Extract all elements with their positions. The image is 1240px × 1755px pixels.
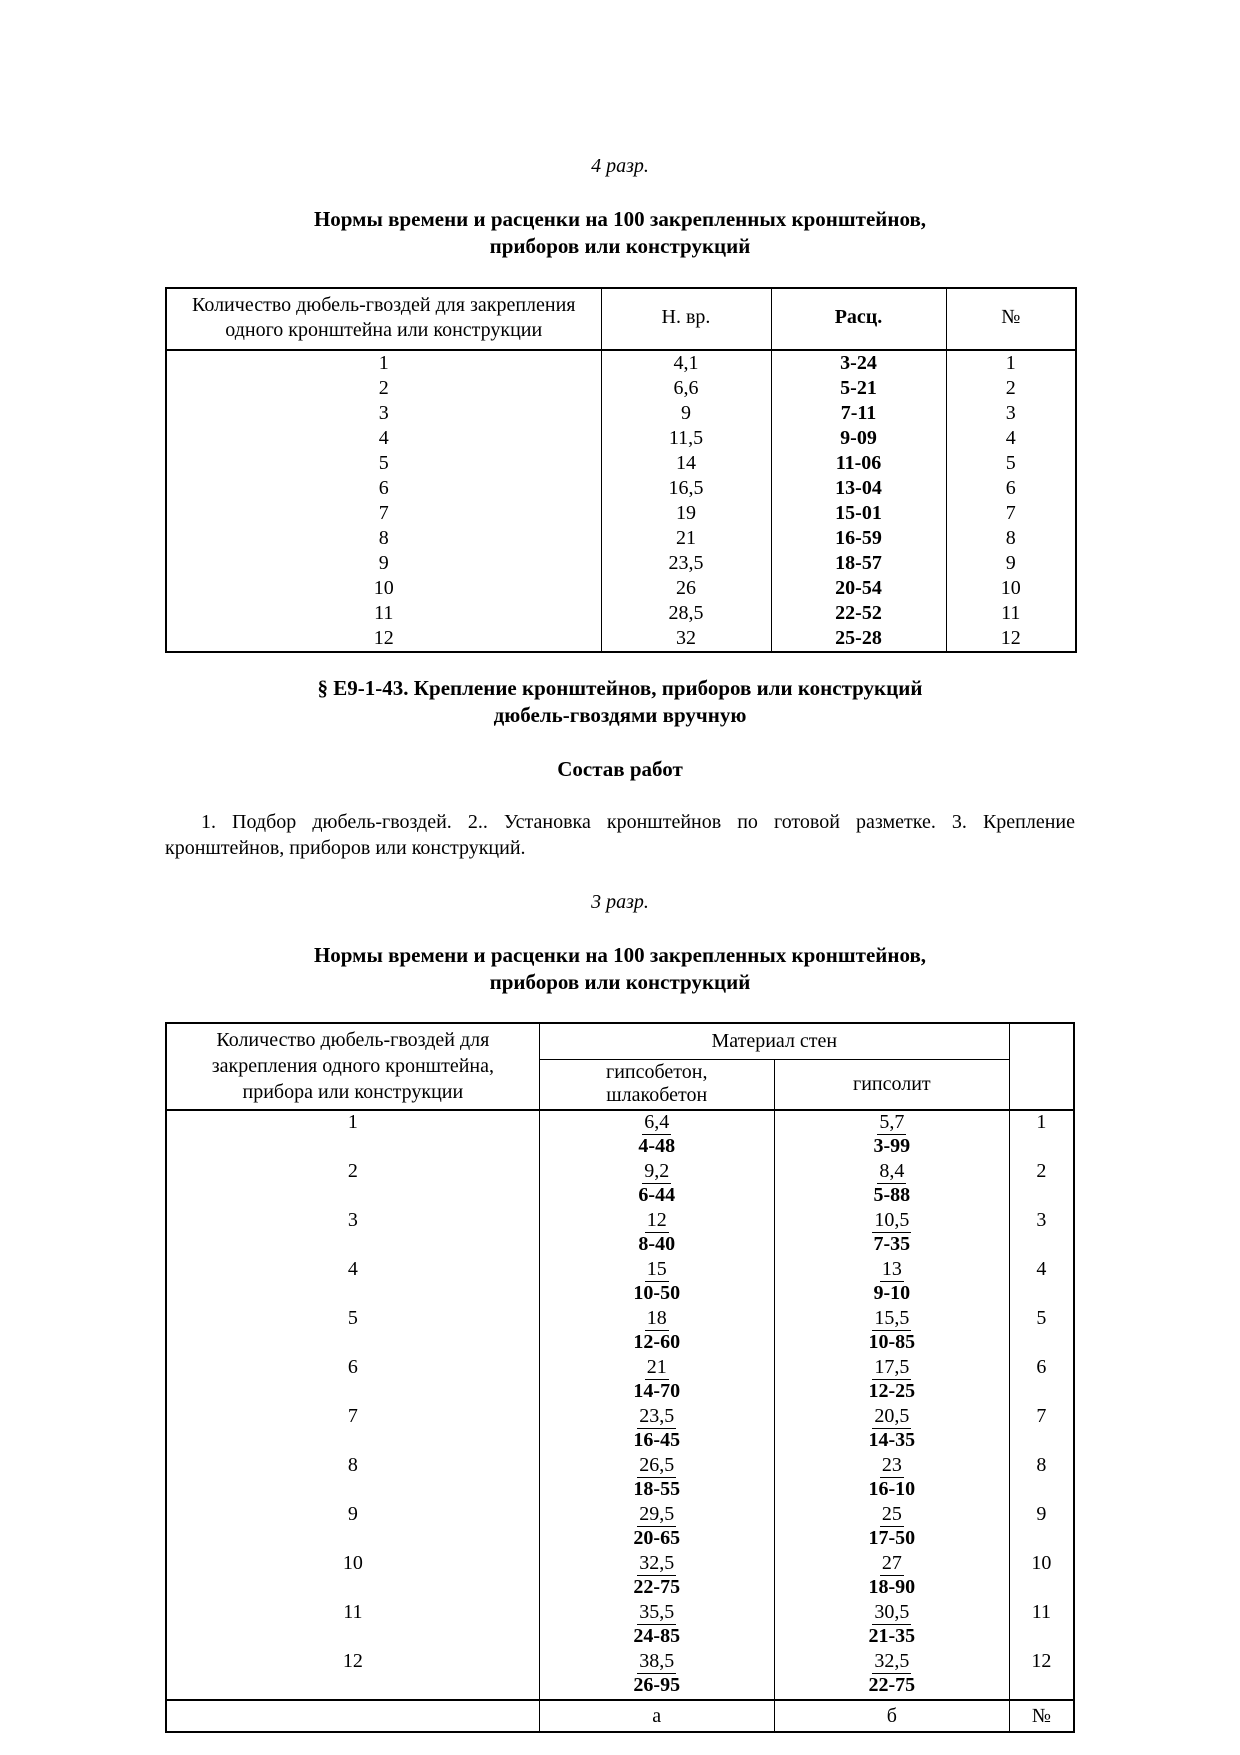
cell-time-norm: 19	[601, 501, 771, 526]
table2-body	[166, 1110, 1074, 1700]
cell-rate: 16-10	[868, 1478, 916, 1501]
cell-time-norm: 32,5	[637, 1552, 676, 1577]
cell-number: 2	[946, 376, 1076, 401]
cell-quantity: 4	[166, 426, 601, 451]
table-row	[166, 1209, 1074, 1258]
cell-quantity: 4	[166, 1258, 539, 1307]
cell-rate: 5-88	[873, 1184, 911, 1207]
cell-number: 4	[946, 426, 1076, 451]
table2-header-row-1	[166, 1023, 1074, 1060]
table-row	[166, 1405, 1074, 1454]
cell-number: 8	[1009, 1454, 1074, 1503]
cell-time-norm: 23,5	[637, 1405, 676, 1430]
cell-time-norm: 17,5	[872, 1356, 911, 1381]
table-row	[166, 1110, 1074, 1160]
cell-time-norm: 21	[645, 1356, 669, 1381]
cell-gypsolite	[774, 1160, 1009, 1209]
cell-gypsum-concrete	[539, 1650, 774, 1700]
cell-rate: 15-01	[771, 501, 946, 526]
cell-gypsolite	[774, 1601, 1009, 1650]
cell-gypsum-concrete	[539, 1160, 774, 1209]
cell-time-norm: 32,5	[872, 1650, 911, 1675]
cell-time-norm: 27	[880, 1552, 904, 1577]
cell-gypsolite	[774, 1258, 1009, 1307]
table2-col-number-header	[1009, 1023, 1074, 1110]
cell-time-norm: 12	[645, 1209, 669, 1234]
cell-time-norm: 11,5	[601, 426, 771, 451]
cell-gypsum-concrete	[539, 1503, 774, 1552]
cell-rate: 7-11	[771, 401, 946, 426]
cell-number: 12	[946, 626, 1076, 652]
cell-number: 9	[1009, 1503, 1074, 1552]
cell-number: 3	[1009, 1209, 1074, 1258]
section-heading-line1: § Е9-1-43. Крепление кронштейнов, приборов или конструкций	[317, 676, 923, 701]
cell-number: 1	[946, 350, 1076, 376]
cell-number: 6	[1009, 1356, 1074, 1405]
cell-gypsolite	[774, 1307, 1009, 1356]
table2-col-wall-material: Материал стен	[539, 1023, 1009, 1060]
cell-rate: 17-50	[868, 1527, 916, 1550]
cell-gypsolite	[774, 1650, 1009, 1700]
cell-rate: 12-60	[633, 1331, 681, 1354]
table2-col-gypsolite: гипсолит	[774, 1059, 1009, 1109]
norms-table-rank4	[165, 287, 1077, 653]
cell-rate: 4-48	[638, 1135, 676, 1158]
cell-rate: 9-10	[873, 1282, 911, 1305]
page-content	[165, 0, 1075, 1733]
cell-rate: 14-70	[633, 1380, 681, 1403]
cell-rate: 22-75	[868, 1674, 916, 1697]
cell-time-norm: 30,5	[872, 1601, 911, 1626]
cell-time-norm: 6,4	[642, 1111, 671, 1136]
cell-quantity: 11	[166, 1601, 539, 1650]
cell-gypsum-concrete	[539, 1307, 774, 1356]
cell-quantity: 2	[166, 1160, 539, 1209]
cell-rate: 22-52	[771, 601, 946, 626]
cell-time-norm: 25	[880, 1503, 904, 1528]
cell-time-norm: 18	[645, 1307, 669, 1332]
table1-col-number: №	[946, 288, 1076, 350]
cell-rate: 26-95	[633, 1674, 681, 1697]
cell-time-norm: 29,5	[637, 1503, 676, 1528]
table-row	[166, 526, 1076, 551]
cell-number: 7	[1009, 1405, 1074, 1454]
table-row	[166, 1356, 1074, 1405]
table-row	[166, 601, 1076, 626]
cell-number: 7	[946, 501, 1076, 526]
cell-quantity: 7	[166, 1405, 539, 1454]
worker-rank-4: 4 разр.	[591, 155, 649, 177]
cell-number: 11	[946, 601, 1076, 626]
table-row	[166, 1258, 1074, 1307]
cell-time-norm: 8,4	[877, 1160, 906, 1185]
section-heading-line2: дюбель-гвоздями вручную	[493, 703, 747, 727]
cell-rate: 9-09	[771, 426, 946, 451]
cell-time-norm: 5,7	[877, 1111, 906, 1136]
table-row	[166, 1650, 1074, 1700]
cell-rate: 8-40	[638, 1233, 676, 1256]
cell-time-norm: 9,2	[642, 1160, 671, 1185]
table2-col-quantity-line1: Количество дюбель-гвоздей для	[216, 1028, 490, 1051]
footer-cell-number: №	[1009, 1700, 1074, 1732]
cell-number: 10	[1009, 1552, 1074, 1601]
cell-time-norm: 23,5	[601, 551, 771, 576]
table-row	[166, 350, 1076, 376]
cell-time-norm: 38,5	[637, 1650, 676, 1675]
work-composition-subhead: Состав работ	[557, 756, 683, 781]
cell-quantity: 3	[166, 1209, 539, 1258]
table-row	[166, 401, 1076, 426]
cell-time-norm: 35,5	[637, 1601, 676, 1626]
cell-rate: 6-44	[638, 1184, 676, 1207]
table2-col-quantity-line2: закрепления одного кронштейна,	[211, 1054, 494, 1077]
table1-col-quantity-line2: одного кронштейна или конструкции	[225, 318, 543, 341]
table1-col-rate: Расц.	[771, 288, 946, 350]
cell-time-norm: 13	[880, 1258, 904, 1283]
cell-quantity: 10	[166, 576, 601, 601]
cell-time-norm: 15,5	[872, 1307, 911, 1332]
table-row	[166, 451, 1076, 476]
cell-quantity: 3	[166, 401, 601, 426]
cell-number: 8	[946, 526, 1076, 551]
cell-quantity: 8	[166, 1454, 539, 1503]
table2-col-gypsum-concrete	[539, 1059, 774, 1109]
table-row	[166, 551, 1076, 576]
table-row	[166, 1454, 1074, 1503]
table1-col-time-norm: Н. вр.	[601, 288, 771, 350]
table-footer-row	[166, 1700, 1074, 1732]
table-row	[166, 1601, 1074, 1650]
cell-gypsum-concrete	[539, 1258, 774, 1307]
cell-quantity: 1	[166, 1110, 539, 1160]
cell-gypsolite	[774, 1503, 1009, 1552]
cell-rate: 5-21	[771, 376, 946, 401]
cell-number: 3	[946, 401, 1076, 426]
work-composition-paragraph: 1. Подбор дюбель-гвоздей. 2.. Установка кронштейнов по готовой разметке. 3. Крепление кронштейнов, приборов или конструкций.	[165, 810, 1075, 859]
cell-number: 11	[1009, 1601, 1074, 1650]
table2-col-gypsum-concrete-line2: шлакобетон	[606, 1084, 708, 1107]
table-row	[166, 576, 1076, 601]
table2-title-line2: приборов или конструкций	[489, 969, 751, 994]
cell-quantity: 2	[166, 376, 601, 401]
cell-time-norm: 20,5	[872, 1405, 911, 1430]
cell-time-norm: 23	[880, 1454, 904, 1479]
table-row	[166, 376, 1076, 401]
table2-footer	[166, 1700, 1074, 1732]
table1-body	[166, 350, 1076, 652]
cell-gypsolite	[774, 1405, 1009, 1454]
table-row	[166, 501, 1076, 526]
table1-col-quantity	[166, 288, 601, 350]
cell-time-norm: 21	[601, 526, 771, 551]
table2-col-quantity	[166, 1023, 539, 1110]
table1-header-row	[166, 288, 1076, 350]
cell-rate: 20-54	[771, 576, 946, 601]
cell-quantity: 9	[166, 551, 601, 576]
cell-rate: 10-50	[633, 1282, 681, 1305]
cell-time-norm: 9	[601, 401, 771, 426]
cell-gypsum-concrete	[539, 1552, 774, 1601]
cell-quantity: 1	[166, 350, 601, 376]
footer-cell-column-b: б	[774, 1700, 1009, 1732]
cell-rate: 18-90	[868, 1576, 916, 1599]
cell-rate: 7-35	[873, 1233, 911, 1256]
cell-time-norm: 26	[601, 576, 771, 601]
cell-gypsum-concrete	[539, 1405, 774, 1454]
cell-quantity: 5	[166, 451, 601, 476]
cell-rate: 18-55	[633, 1478, 681, 1501]
cell-rate: 16-59	[771, 526, 946, 551]
cell-rate: 18-57	[771, 551, 946, 576]
cell-rate: 13-04	[771, 476, 946, 501]
cell-time-norm: 16,5	[601, 476, 771, 501]
cell-time-norm: 15	[645, 1258, 669, 1283]
cell-rate: 16-45	[633, 1429, 681, 1452]
table-row	[166, 626, 1076, 652]
cell-gypsolite	[774, 1552, 1009, 1601]
cell-rate: 3-24	[771, 350, 946, 376]
cell-number: 1	[1009, 1110, 1074, 1160]
cell-time-norm: 14	[601, 451, 771, 476]
cell-number: 6	[946, 476, 1076, 501]
cell-rate: 22-75	[633, 1576, 681, 1599]
cell-rate: 12-25	[868, 1380, 916, 1403]
cell-number: 10	[946, 576, 1076, 601]
footer-cell-column-a: а	[539, 1700, 774, 1732]
cell-number: 2	[1009, 1160, 1074, 1209]
table1-title-line2: приборов или конструкций	[489, 233, 751, 258]
cell-gypsum-concrete	[539, 1110, 774, 1160]
cell-quantity: 12	[166, 626, 601, 652]
table2-col-gypsum-concrete-line1: гипсобетон,	[606, 1061, 708, 1084]
cell-quantity: 11	[166, 601, 601, 626]
cell-gypsolite	[774, 1454, 1009, 1503]
footer-cell-empty	[166, 1700, 539, 1732]
table-row	[166, 1552, 1074, 1601]
cell-rate: 24-85	[633, 1625, 681, 1648]
table-row	[166, 1503, 1074, 1552]
cell-quantity: 6	[166, 476, 601, 501]
cell-time-norm: 4,1	[601, 350, 771, 376]
table2-col-quantity-line3: прибора или конструкции	[242, 1080, 464, 1103]
table1-title-line1: Нормы времени и расценки на 100 закрепленных кронштейнов,	[313, 207, 927, 231]
norms-table-rank3	[165, 1022, 1075, 1733]
cell-rate: 3-99	[873, 1135, 911, 1158]
table-row	[166, 1307, 1074, 1356]
cell-rate: 20-65	[633, 1527, 681, 1550]
cell-quantity: 6	[166, 1356, 539, 1405]
cell-number: 4	[1009, 1258, 1074, 1307]
table-row	[166, 1160, 1074, 1209]
table-row	[166, 426, 1076, 451]
table-row	[166, 476, 1076, 501]
cell-rate: 21-35	[868, 1625, 916, 1648]
cell-number: 5	[1009, 1307, 1074, 1356]
cell-number: 9	[946, 551, 1076, 576]
cell-gypsum-concrete	[539, 1356, 774, 1405]
cell-gypsolite	[774, 1356, 1009, 1405]
cell-quantity: 8	[166, 526, 601, 551]
cell-gypsolite	[774, 1209, 1009, 1258]
cell-rate: 14-35	[868, 1429, 916, 1452]
cell-time-norm: 26,5	[637, 1454, 676, 1479]
cell-time-norm: 32	[601, 626, 771, 652]
cell-quantity: 12	[166, 1650, 539, 1700]
cell-gypsolite	[774, 1110, 1009, 1160]
cell-gypsum-concrete	[539, 1454, 774, 1503]
cell-gypsum-concrete	[539, 1601, 774, 1650]
cell-gypsum-concrete	[539, 1209, 774, 1258]
cell-quantity: 5	[166, 1307, 539, 1356]
cell-number: 12	[1009, 1650, 1074, 1700]
cell-quantity: 7	[166, 501, 601, 526]
table2-title-line1: Нормы времени и расценки на 100 закрепленных кронштейнов,	[313, 942, 927, 967]
cell-rate: 10-85	[868, 1331, 916, 1354]
cell-time-norm: 6,6	[601, 376, 771, 401]
cell-time-norm: 10,5	[872, 1209, 911, 1234]
table1-col-quantity-line1: Количество дюбель-гвоздей для закрепления	[192, 293, 576, 316]
cell-rate: 25-28	[771, 626, 946, 652]
cell-quantity: 10	[166, 1552, 539, 1601]
cell-time-norm: 28,5	[601, 601, 771, 626]
cell-number: 5	[946, 451, 1076, 476]
worker-rank-3: 3 разр.	[591, 890, 649, 913]
cell-quantity: 9	[166, 1503, 539, 1552]
cell-rate: 11-06	[771, 451, 946, 476]
